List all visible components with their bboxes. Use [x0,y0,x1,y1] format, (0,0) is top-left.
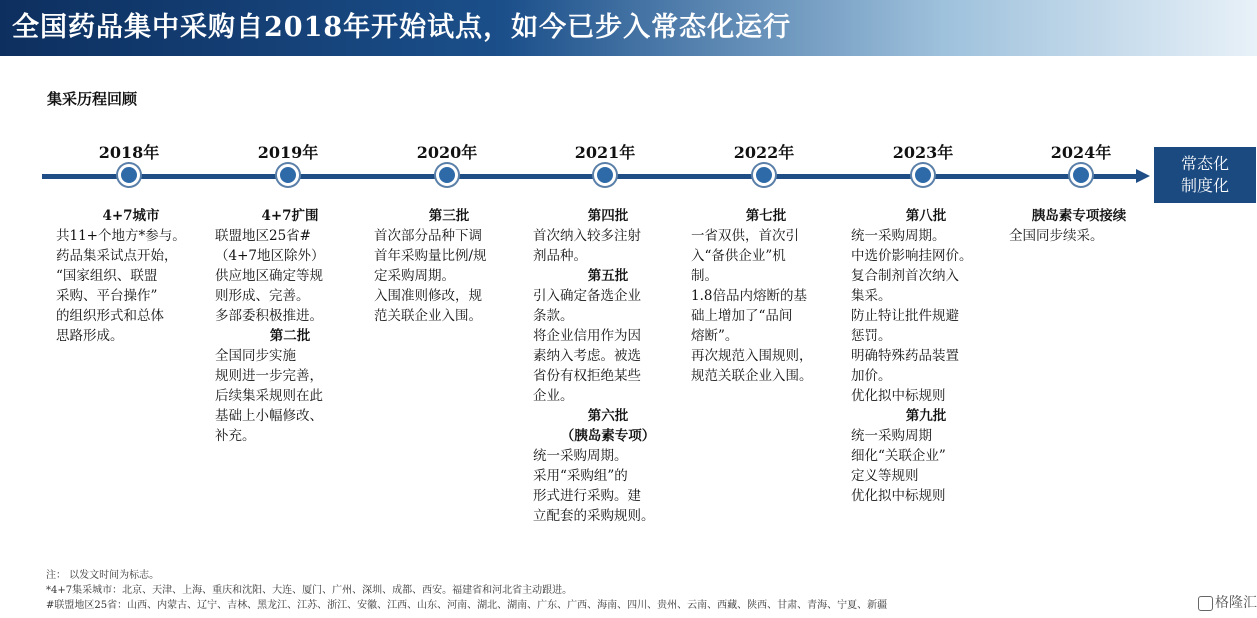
logo-text: 格隆汇 [1215,595,1257,611]
column-2018 [56,206,206,346]
footnotes [46,568,887,613]
column-heading: 4+7城市 [102,208,160,224]
column-2022 [691,206,841,386]
column-2021 [533,206,683,526]
column-text-line: 入围准则修改，规 [374,288,482,304]
column-heading: 第五批 [587,268,629,284]
year-label-2021: 2021年 [574,143,636,162]
column-text-line: 统一采购周期 [851,428,932,444]
timeline-node-2018 [118,164,140,186]
column-text-line: 立配套的采购规则。 [533,508,655,524]
column-text-line: 规范关联企业入围。 [691,368,813,384]
column-text-line: 熔断”。 [691,328,739,344]
column-text-line: 一省双供，首次引 [691,228,799,244]
column-text-line: 全国同步实施 [215,348,296,364]
column-text-line: 药品集采试点开始， [56,248,178,264]
column-heading: 第四批 [587,208,629,224]
timeline-node-2021 [594,164,616,186]
column-text-line: 础上增加了“品间 [691,308,793,324]
column-text-line: 优化拟中标规则 [851,488,946,504]
column-text-line: 集采。 [851,288,892,304]
year-label-2024: 2024年 [1050,143,1112,162]
year-label-2020: 2020年 [416,143,478,162]
column-text-line: 引入确定备选企业 [533,288,641,304]
year-label-2022: 2022年 [733,143,795,162]
timeline-node-2024 [1070,164,1092,186]
column-2019 [215,206,365,446]
column-text-line: 基础上小幅修改、 [215,408,323,424]
column-text-line: 形式进行采购。建 [533,488,641,504]
column-text-line: 采购、平台操作” [56,288,158,304]
column-2020 [374,206,524,326]
column-text-line: 优化拟中标规则 [851,388,946,404]
column-text-line: 思路形成。 [56,328,124,344]
end-box-line1: 常态化 [1180,154,1229,173]
section-subtitle: 集采历程回顾 [47,90,138,108]
column-text-line: 范关联企业入围。 [374,308,482,324]
column-text-line: 后续集采规则在此 [215,388,323,404]
column-text-line: （4+7地区除外） [215,248,325,264]
column-text-line: 首次纳入较多注射 [533,228,641,244]
column-text-line: 细化“关联企业” [851,448,946,464]
column-text-line: 企业。 [533,388,574,404]
column-text-line: 省份有权拒绝某些 [533,368,641,384]
year-label-2023: 2023年 [892,143,954,162]
column-text-line: 全国同步续采。 [1009,228,1104,244]
column-text-line: 联盟地区25省# [215,228,311,244]
brand-logo [1198,592,1257,612]
column-text-line: “国家组织、联盟 [56,268,158,284]
timeline-node-2019 [277,164,299,186]
column-text-line: 采用“采购组”的 [533,468,628,484]
column-text-line: 将企业信用作为因 [533,328,641,344]
column-text-line: 规则进一步完善， [215,368,323,384]
footnote-line: *4+7集采城市：北京、天津、上海、重庆和沈阳、大连、厦门、广州、深圳、成都、西安。福建省和河北省主动跟进。 [46,585,573,596]
year-label-2018: 2018年 [98,143,160,162]
timeline-node-2023 [912,164,934,186]
column-text-line: 明确特殊药品装置 [851,348,959,364]
column-text-line: 中选价影响挂网价。 [851,248,973,264]
column-text-line: 统一采购周期。 [533,448,628,464]
column-text-line: 素纳入考虑。被选 [533,348,641,364]
column-text-line: 复合制剂首次纳入 [851,268,959,284]
column-heading: 4+7扩围 [261,208,319,224]
column-text-line: 定义等规则 [851,468,919,484]
column-text-line: 再次规范入围规则， [691,348,813,364]
timeline-node-2022 [753,164,775,186]
column-text-line: 首年采购量比例/规 [374,248,487,264]
column-heading: 第八批 [905,208,947,224]
footnote-line: 注： 以发文时间为标志。 [46,570,160,581]
year-label-2019: 2019年 [257,143,319,162]
column-text-line: 定采购周期。 [374,268,455,284]
column-heading: 胰岛素专项接续 [1031,208,1127,224]
timeline-arrow-icon [1136,169,1150,183]
column-2023 [851,206,1001,506]
column-text-line: 惩罚。 [851,328,892,344]
column-text-line: 防止特让批件规避 [851,308,959,324]
column-heading: 第六批 [587,408,629,424]
column-text-line: 共11+个地方*参与。 [56,228,186,244]
timeline-node-2020 [436,164,458,186]
column-heading: 第九批 [905,408,947,424]
timeline-end-box [1154,147,1256,203]
column-text-line: 首次部分品种下调 [374,228,482,244]
column-text-line: 则形成、完善。 [215,288,310,304]
logo-mark-icon [1198,596,1213,611]
end-box-line2: 制度化 [1180,176,1229,195]
column-2024 [1009,206,1149,246]
column-heading: （胰岛素专项） [560,428,656,444]
column-heading: 第七批 [745,208,787,224]
column-heading: 第二批 [269,328,311,344]
column-text-line: 多部委积极推进。 [215,308,323,324]
page-title: 全国药品集中采购自2018年开始试点，如今已步入常态化运行 [12,12,792,43]
column-text-line: 制。 [691,268,718,284]
column-text-line: 的组织形式和总体 [56,308,164,324]
column-text-line: 加价。 [851,368,892,384]
column-text-line: 剂品种。 [533,248,587,264]
footnote-line: #联盟地区25省：山西、内蒙古、辽宁、吉林、黑龙江、江苏、浙江、安徽、江西、山东、河南、湖北、湖南、广东、广西、海南、四川、贵州、云南、西藏、陕西、甘肃、青海、宁夏、新疆 [46,600,888,611]
column-text-line: 1.8倍品内熔断的基 [691,288,807,304]
timeline-axis [42,174,1142,179]
column-text-line: 统一采购周期。 [851,228,946,244]
column-text-line: 补充。 [215,428,256,444]
title-banner [0,0,1257,56]
column-text-line: 条款。 [533,308,574,324]
column-text-line: 供应地区确定等规 [215,268,323,284]
column-text-line: 入“备供企业”机 [691,248,786,264]
column-heading: 第三批 [428,208,470,224]
